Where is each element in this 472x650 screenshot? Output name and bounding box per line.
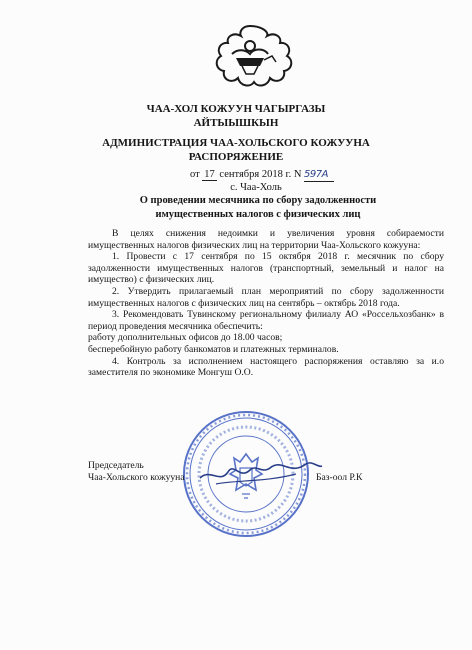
item-3-a: работу дополнительных офисов до 18.00 часов; [88, 332, 283, 344]
order-date-line [26, 168, 472, 182]
item-2: 2. Утвердить прилагаемый план мероприятий по сбору задолженности имущественных налогов с физических лиц на сентябрь – октябрь 2018 года. [88, 285, 444, 309]
org-tuvan-line1: ЧАА-ХОЛ КОЖУУН ЧАГЫРГАЗЫ [146, 103, 326, 115]
date-day: 17 [204, 169, 215, 180]
date-prefix: от [189, 169, 200, 180]
subject-line2: имущественных налогов с физических лиц [155, 209, 361, 220]
signatory-role [88, 460, 185, 484]
signatory-name: Баз-оол Р.К [316, 472, 363, 483]
org-tuvan-line2: АЙТЫЫШКЫН [193, 117, 279, 129]
handwritten-signature-icon [196, 444, 326, 494]
org-russian-line1: АДМИНИСТРАЦИЯ ЧАА-ХОЛЬСКОГО КОЖУУНА [102, 137, 370, 149]
org-russian-heading [0, 136, 472, 164]
item-1: 1. Провести с 17 сентября по 15 октября 2018 г. месячник по сбору задолженности имущественных налогов (транспортный, земельный и налог на имущество) с физических лиц. [88, 251, 444, 286]
date-rest: сентября 2018 г. N [219, 169, 302, 180]
order-body [88, 228, 444, 379]
document-type-title: РАСПОРЯЖЕНИЕ [188, 151, 284, 163]
order-place: с. Чаа-Холь [230, 182, 282, 193]
order-number: 597А [304, 168, 334, 182]
tuva-coat-of-arms-icon [206, 20, 294, 96]
order-subject [22, 194, 472, 222]
org-tuvan-heading [0, 102, 472, 130]
role-line2: Чаа-Хольского кожууна [88, 472, 185, 483]
item-3: 3. Рекомендовать Тувинскому региональному филиалу АО «Россельхозбанк» в период проведения месячника обеспечить: [88, 309, 444, 332]
role-line1: Председатель [88, 460, 144, 471]
item-3-b: бесперебойную работу банкоматов и платежных терминалов. [88, 343, 339, 355]
subject-line1: О проведении месячника по сбору задолженности [139, 195, 377, 206]
item-4: 4. Контроль за исполнением настоящего распоряжения оставляю за и.о заместителя по экономике Монгуш О.О. [88, 355, 444, 379]
intro-paragraph: В целях снижения недоимки и увеличения уровня собираемости имущественных налогов физических лиц на территории Чаа-Хольского кожууна: [88, 228, 444, 251]
